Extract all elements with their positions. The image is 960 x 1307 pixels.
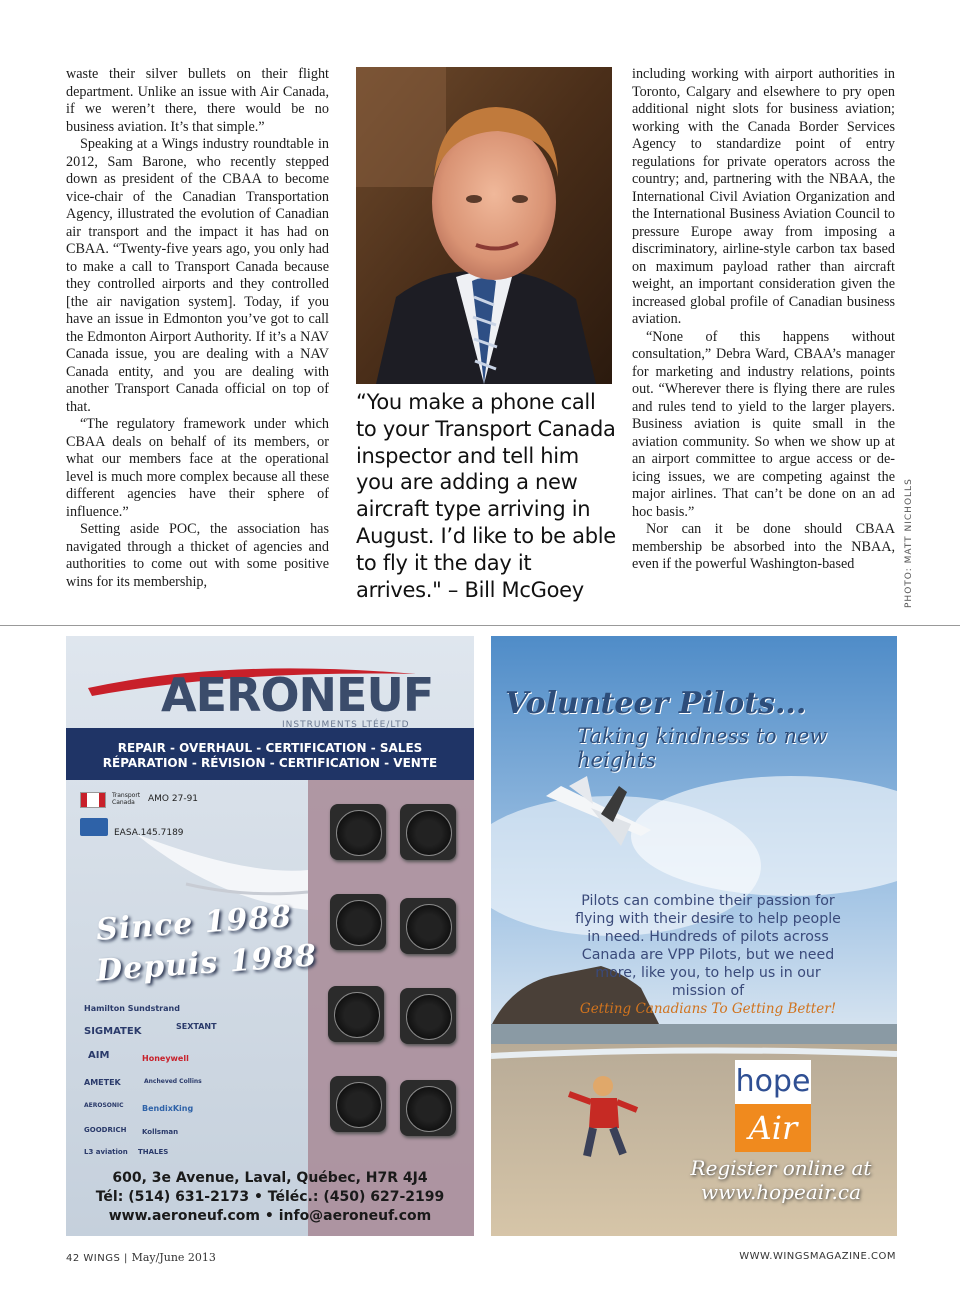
- air-logo-text: Air: [735, 1104, 811, 1152]
- paragraph: Setting aside POC, the association has navigated through a thicket of agencies and authorities to come out with some positive wins for its membership,: [66, 521, 329, 590]
- services-en: REPAIR - OVERHAUL - CERTIFICATION - SALES: [117, 741, 423, 755]
- article-column-right: [632, 66, 895, 574]
- photo-credit: PHOTO: MATT NICHOLLS: [904, 478, 914, 608]
- magazine-name: WINGS: [83, 1253, 121, 1264]
- hope-body-tagline: Getting Canadians To Getting Better!: [579, 1001, 837, 1017]
- partner-logo: AIM: [88, 1050, 110, 1061]
- partner-logo: AMETEK: [84, 1078, 121, 1087]
- hope-air-logo: [735, 1060, 811, 1156]
- partner-logo: SIGMATEK: [84, 1026, 142, 1037]
- aeroneuf-address: 600, 3e Avenue, Laval, Québec, H7R 4J4: [112, 1170, 428, 1186]
- partner-logo: Honeywell: [142, 1054, 189, 1063]
- services-fr: RÉPARATION - RÉVISION - CERTIFICATION - VENTE: [102, 756, 438, 770]
- hope-body-text: Pilots can combine their passion for flying with their desire to help people in need. Hundreds of pilots across Canada are VPP Pilots, but we need more, like you, to help us in our mission of: [575, 893, 841, 999]
- partner-logo: BendixKing: [142, 1104, 194, 1113]
- speaker-photo: [356, 67, 612, 384]
- horizon-gauge-icon: [330, 894, 386, 950]
- paragraph: “None of this happens without consultation,” Debra Ward, CBAA’s manager for marketing and industry relations, points out. “Wherever there is flying there are rules and rules tend to yield to the larger players. Business aviation is quite small in the aviation community. So when we show up at an airport committee to argue access or de-icing issues, we are competing against the major airlines. That can’t be done on an ad hoc basis.”: [632, 328, 895, 520]
- easa-logo-icon: [80, 818, 108, 836]
- hope-logo-text: hope: [735, 1060, 811, 1104]
- partner-logo: THALES: [138, 1148, 169, 1156]
- partner-logo: AEROSONIC: [84, 1102, 124, 1109]
- magazine-url[interactable]: WWW.WINGSMAGAZINE.COM: [739, 1251, 896, 1262]
- aeroneuf-logo: AERONEUF: [161, 668, 434, 722]
- canada-flag-icon: [80, 792, 106, 808]
- paragraph: Speaking at a Wings industry roundtable in 2012, Sam Barone, who recently stepped down as president of the CBAA to become vice-chair of the Canadian Transportation Agency, illustrated the evolution of Canadian air transport and the impact it has had on CBAA. “Twenty-five years ago, you only had to make a call to Transport Canada because they controlled airports and they controlled [the air navigation system]. Today, if you have an issue in Edmonton you’ve got to call the Edmonton Airport Authority. If it’s a NAV Canada issue, you are dealing with a NAV Canada entity, and you are dealing with another Transport Canada official on top of that.: [66, 136, 329, 415]
- attitude-indicator-icon: [330, 804, 386, 860]
- page-footer-left: 42 WINGS | May/June 2013: [66, 1251, 216, 1264]
- section-divider: [0, 625, 960, 626]
- hope-ad-tagline: Taking kindness to new heights: [577, 724, 828, 772]
- ad-hope-air[interactable]: [491, 636, 897, 1236]
- hope-ad-title: Volunteer Pilots...: [505, 686, 807, 721]
- article-column-left: [66, 66, 329, 591]
- paragraph: “The regulatory framework under which CBAA deals on behalf of its members, or what our members face at the operational level is much more complex because all these different agencies have their sphere of influence.”: [66, 416, 329, 520]
- aeroneuf-phones: Tél: (514) 631-2173 • Téléc.: (450) 627-2199: [95, 1189, 445, 1205]
- partner-logo: SEXTANT: [176, 1022, 217, 1031]
- aeroneuf-subtitle: INSTRUMENTS LTÉE/LTD: [282, 720, 410, 730]
- turn-coordinator-icon: [400, 804, 456, 860]
- page-number: 42: [66, 1253, 80, 1264]
- register-text: Register online at: [690, 1156, 872, 1180]
- paragraph: waste their silver bullets on their flight department. Unlike an issue with Air Canada, if we weren’t there, there would be no business aviation. It’s that simple.”: [66, 66, 329, 135]
- issue-date: May/June 2013: [131, 1251, 216, 1264]
- clock-gauge-icon: [400, 988, 456, 1044]
- torque-gauge-icon: [400, 1080, 456, 1136]
- partner-logo: Kollsman: [142, 1128, 179, 1136]
- altimeter-gauge-icon: [330, 1076, 386, 1132]
- pull-quote: “You make a phone call to your Transport Canada inspector and tell him you are adding a new aircraft type arriving in August. I’d like to be able to fly it the day it arrives." – Bill McGoey: [356, 390, 616, 602]
- partner-logo: L3 aviation: [84, 1148, 128, 1156]
- hope-ad-body: [569, 892, 847, 1018]
- aeroneuf-web[interactable]: www.aeroneuf.com • info@aeroneuf.com: [108, 1208, 432, 1224]
- hope-register[interactable]: [681, 1156, 881, 1204]
- compass-gauge-icon: [328, 986, 384, 1042]
- paragraph: including working with airport authorities in Toronto, Calgary and elsewhere to pry open additional night slots for business aviation; working with the Canada Border Services Agency to standardize point of entry regulations for private operators across the country; and, partnering with the NBAA, the International Civil Aviation Organization and the International Business Aviation Council to pressure Europe away from imposing a discriminatory, airline-style carbon tax based on maximum payload rather than aircraft weight, an important consideration given the increased global profile of Canadian business aviation.: [632, 66, 895, 327]
- digital-display-icon: [400, 898, 456, 954]
- paragraph: Nor can it be done should CBAA membership be absorbed into the NBAA, even if the powerful Washington-based: [632, 521, 895, 572]
- depuis-1988: Depuis 1988: [95, 938, 319, 989]
- partner-logo: Hamilton Sundstrand: [84, 1004, 180, 1013]
- partner-logo: GOODRICH: [84, 1126, 127, 1134]
- partner-logo: Ancheved Collins: [144, 1078, 202, 1085]
- ad-aeroneuf[interactable]: [66, 636, 474, 1236]
- amo-cert: AMO 27-91: [148, 794, 199, 804]
- easa-cert: EASA.145.7189: [114, 828, 184, 838]
- since-1988: Since 1988: [95, 899, 294, 948]
- transport-canada-label: Transport Canada: [112, 792, 141, 806]
- hope-web-link[interactable]: www.hopeair.ca: [700, 1180, 862, 1204]
